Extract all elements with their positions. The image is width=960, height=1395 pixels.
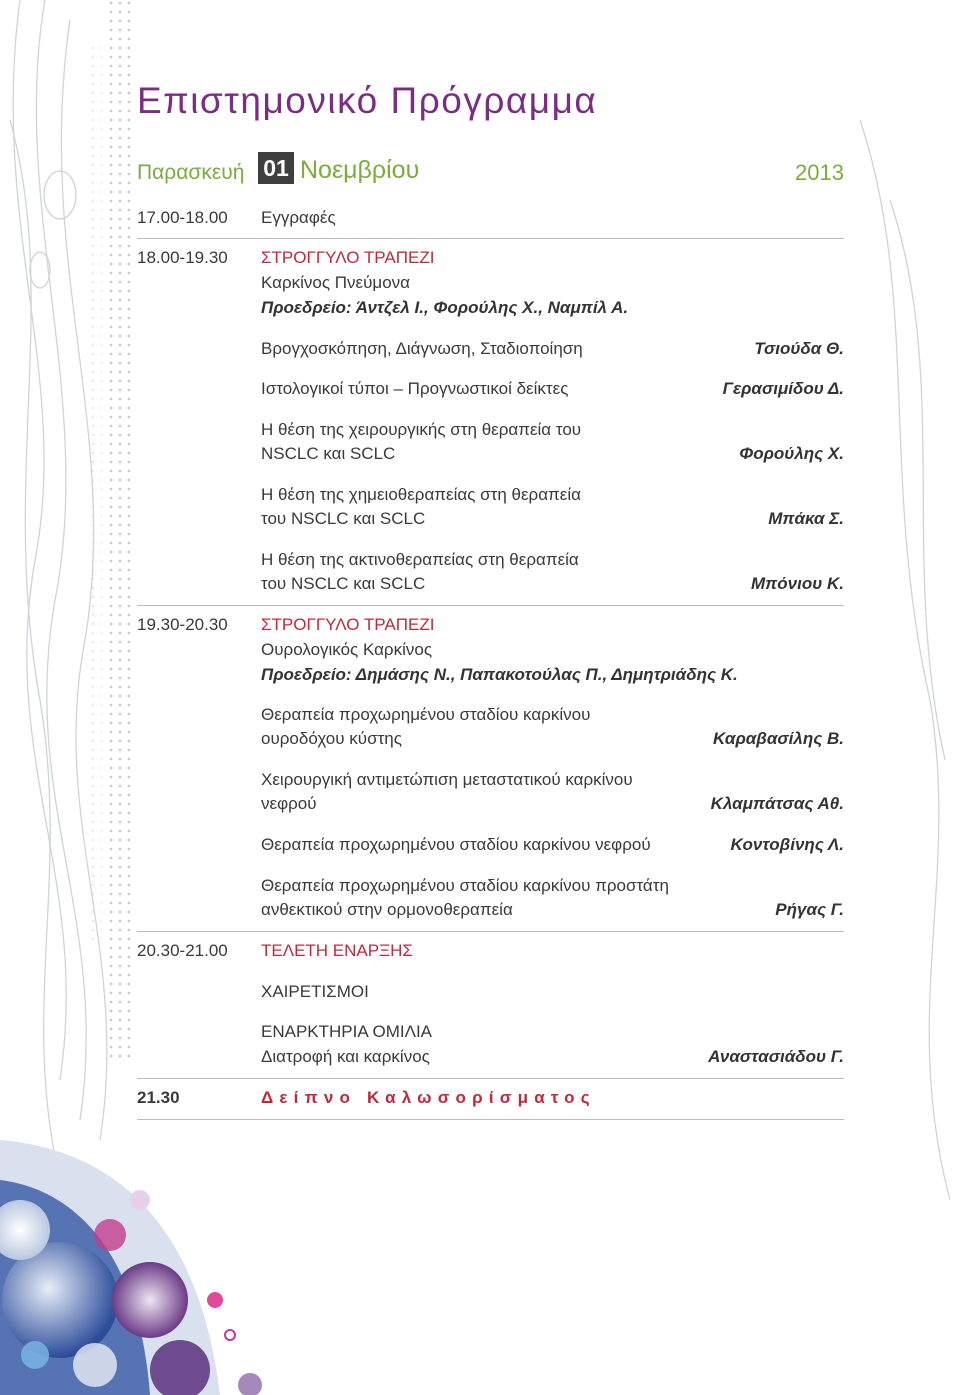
page-title: Επιστημονικό Πρόγραμμα [137, 80, 598, 121]
talk-title-cont: ανθεκτικού στην ορμονοθεραπεία [261, 900, 513, 919]
talk-title-cont: του NSCLC και SCLC [261, 509, 426, 528]
opening-lecture-speaker: Αναστασιάδου Γ. [708, 1047, 844, 1066]
session-topic: Ουρολογικός Καρκίνος [261, 640, 433, 659]
session-topic: Καρκίνος Πνεύμονα [261, 273, 411, 292]
divider [137, 1119, 844, 1120]
session-time: 20.30-21.00 [137, 941, 228, 960]
talk-speaker: Καραβασίλης Β. [712, 729, 844, 748]
opening-lecture-heading: ΕΝΑΡΚΤΗΡΙΑ ΟΜΙΛΙΑ [261, 1022, 433, 1041]
talk-title: Βρογχοσκόπηση, Διάγνωση, Σταδιοποίηση [261, 339, 583, 358]
talk-title: Η θέση της χειρουργικής στη θεραπεία του [261, 420, 582, 439]
day-number-badge: 01 [258, 152, 294, 184]
talk-speaker: Μπάκα Σ. [768, 509, 844, 528]
session-time: 18.00-19.30 [137, 248, 228, 267]
session-chairs: Προεδρείο: Άντζελ Ι., Φορούλης Χ., Ναμπίλ Α. [261, 298, 629, 317]
talk-speaker: Μπόνιου Κ. [751, 574, 844, 593]
session-heading: ΣΤΡΟΓΓΥΛΟ ΤΡΑΠΕΖΙ [261, 615, 435, 634]
talk-title-cont: ουροδόχου κύστης [261, 729, 402, 748]
opening-lecture-title: Διατροφή και καρκίνος [261, 1047, 430, 1066]
talk-title: Ιστολογικοί τύποι – Προγνωστικοί δείκτες [261, 379, 569, 398]
session-heading: ΤΕΛΕΤΗ ΕΝΑΡΞΗΣ [261, 941, 413, 960]
year: 2013 [795, 160, 844, 185]
divider [137, 931, 844, 932]
session-title: Εγγραφές [261, 208, 336, 227]
talk-speaker: Κοντοβίνης Λ. [730, 835, 844, 854]
talk-title: Η θέση της χημειοθεραπείας στη θεραπεία [261, 485, 581, 504]
talk-title: Η θέση της ακτινοθεραπείας στη θεραπεία [261, 550, 579, 569]
talk-title: Θεραπεία προχωρημένου σταδίου καρκίνου [261, 705, 591, 724]
divider [137, 605, 844, 606]
talk-speaker: Κλαμπάτσας Αθ. [710, 794, 844, 813]
talk-title-cont: NSCLC και SCLC [261, 444, 396, 463]
month: Νοεμβρίου [300, 156, 420, 184]
talk-speaker: Ρήγας Γ. [775, 900, 844, 919]
talk-speaker: Φορούλης Χ. [739, 444, 844, 463]
divider [137, 1078, 844, 1079]
talk-title: Χειρουργική αντιμετώπιση μεταστατικού καρκίνου [261, 770, 633, 789]
talk-title: Θεραπεία προχωρημένου σταδίου καρκίνου προστάτη [261, 876, 669, 895]
date-line [137, 152, 844, 186]
session-time: 17.00-18.00 [137, 208, 228, 227]
greetings-heading: ΧΑΙΡΕΤΙΣΜΟΙ [261, 982, 369, 1001]
session-heading: ΣΤΡΟΓΓΥΛΟ ΤΡΑΠΕΖΙ [261, 248, 435, 267]
talk-title-cont: του NSCLC και SCLC [261, 574, 426, 593]
divider [137, 238, 844, 239]
talk-title-cont: νεφρού [261, 794, 317, 813]
talk-speaker: Τσιούδα Θ. [754, 339, 844, 358]
talk-title: Θεραπεία προχωρημένου σταδίου καρκίνου νεφρού [261, 835, 651, 854]
welcome-dinner: Δείπνο Καλωσορίσματος [261, 1088, 596, 1107]
session-chairs: Προεδρείο: Δημάσης Ν., Παπακοτούλας Π., Δημητριάδης Κ. [261, 665, 738, 684]
talk-speaker: Γερασιμίδου Δ. [722, 379, 844, 398]
session-time: 21.30 [137, 1088, 180, 1107]
session-time: 19.30-20.30 [137, 615, 228, 634]
day-name: Παρασκευή [137, 161, 245, 184]
